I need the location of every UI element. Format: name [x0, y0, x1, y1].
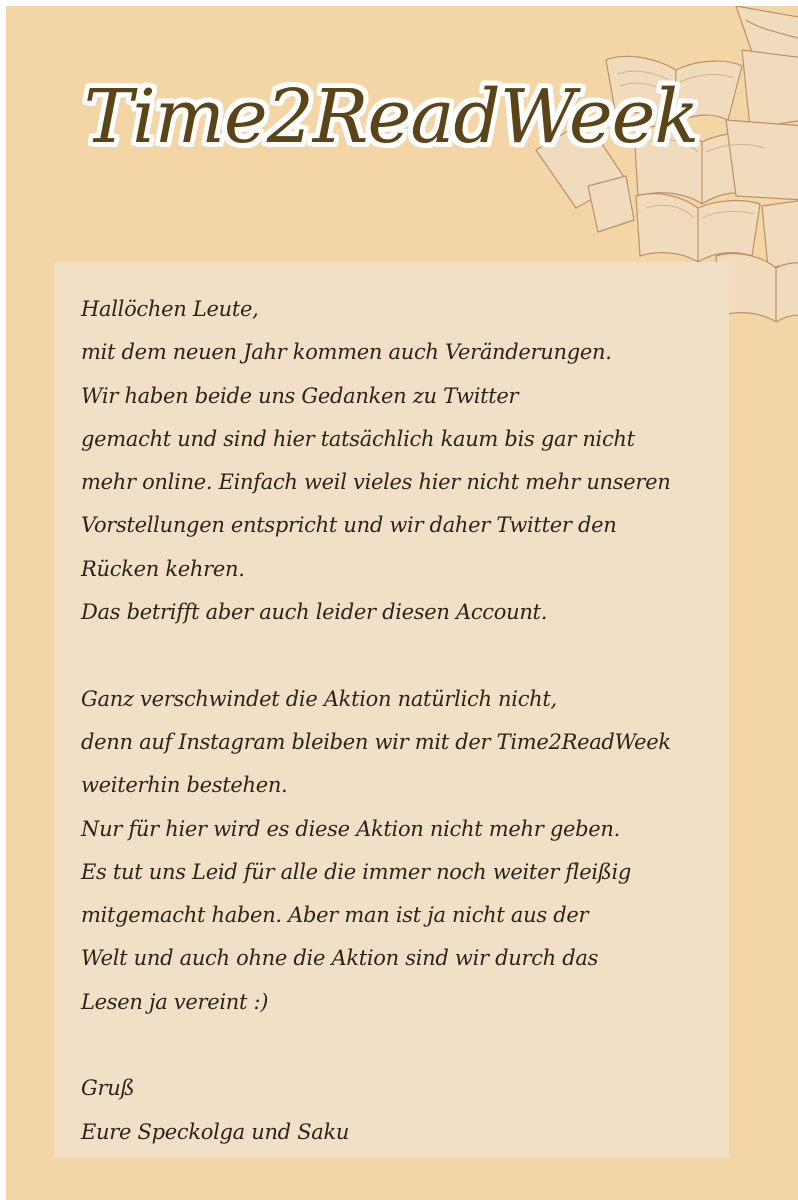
letter-paragraph: Hallöchen Leute, mit dem neuen Jahr kommen auch Veränderungen. Wir haben beide uns Gedanken zu Twitter gemacht und sind hier tatsächlich kaum bis gar nicht mehr online. Einfach weil vieles hier nicht mehr unseren Vorstellungen entspricht und wir daher Twitter den Rücken kehren. Das betrifft aber auch leider diesen Account. [81, 297, 671, 625]
letter-signature: Eure Speckolga und Saku [81, 1119, 350, 1144]
book-page-icon [762, 200, 798, 268]
paragraph-spacer [81, 1024, 709, 1067]
letter-paragraph: Ganz verschwindet die Aktion natürlich nicht, denn auf Instagram bleiben wir mit der Time2ReadWeek weiterhin bestehen. Nur für hier wird es diese Aktion nicht mehr geben. Es tut uns Leid für alle die immer noch weiter fleißig mitgemacht haben. Aber man ist ja nicht aus der Welt und auch ohne die Aktion sind wir durch das Lesen ja vereint :) [81, 686, 671, 1014]
poster-background [6, 6, 798, 1200]
letter-panel [54, 262, 729, 1158]
page-title: Time2ReadWeek [83, 74, 699, 160]
book-page-icon [588, 176, 634, 232]
letter-greeting: Gruß [81, 1076, 135, 1101]
paragraph-spacer [81, 634, 709, 677]
